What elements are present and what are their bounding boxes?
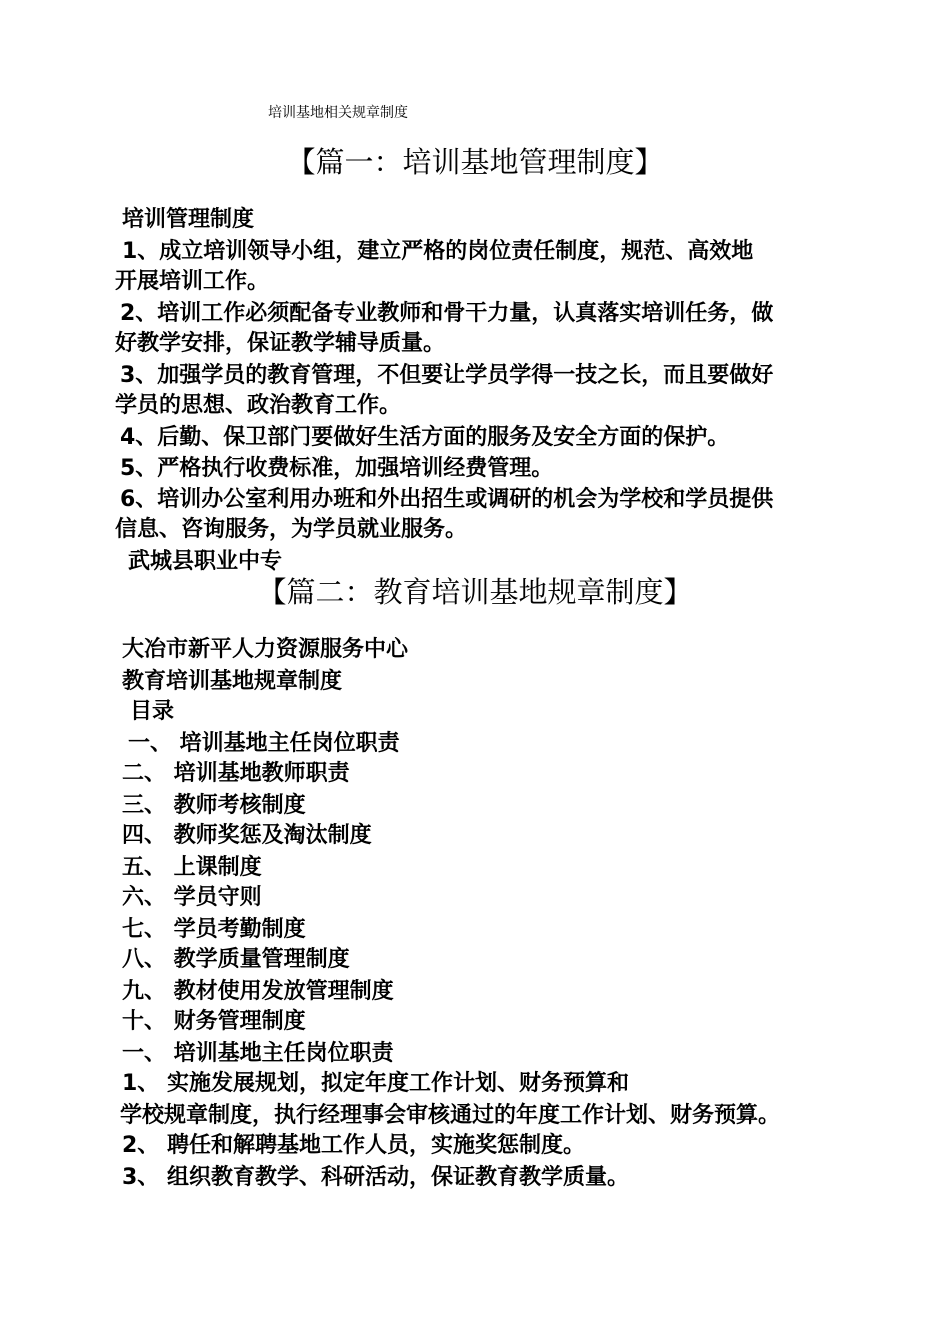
section1-item: 信息、咨询服务，为学员就业服务。 xyxy=(115,517,468,542)
section1-item: 3、加强学员的教育管理，不但要让学员学得一技之长，而且要做好 xyxy=(120,363,774,388)
section2-org: 大冶市新平人力资源服务中心 xyxy=(122,637,409,662)
toc-item: 六、 学员守则 xyxy=(122,885,262,910)
toc-item: 十、 财务管理制度 xyxy=(122,1009,306,1034)
section1-item: 好教学安排，保证教学辅导质量。 xyxy=(115,331,446,356)
toc-label: 目录 xyxy=(130,699,175,724)
section1-item: 学员的思想、政治教育工作。 xyxy=(115,393,402,418)
section1-signature: 武城县职业中专 xyxy=(128,549,283,574)
chapter1-item: 学校规章制度，执行经理事会审核通过的年度工作计划、财务预算。 xyxy=(120,1103,781,1128)
toc-item: 五、 上课制度 xyxy=(122,855,262,880)
toc-item: 三、 教师考核制度 xyxy=(122,793,306,818)
section2-doc-title: 教育培训基地规章制度 xyxy=(122,669,343,694)
chapter1-item: 2、 聘任和解聘基地工作人员，实施奖惩制度。 xyxy=(122,1133,585,1158)
section1-item: 6、培训办公室利用办班和外出招生或调研的机会为学校和学员提供 xyxy=(120,487,774,512)
toc-item: 八、 教学质量管理制度 xyxy=(122,947,350,972)
toc-item: 四、 教师奖惩及淘汰制度 xyxy=(122,823,372,848)
section1-item: 4、后勤、保卫部门要做好生活方面的服务及安全方面的保护。 xyxy=(120,425,730,450)
section1-item: 1、成立培训领导小组，建立严格的岗位责任制度，规范、高效地 xyxy=(122,239,754,264)
section1-item: 5、严格执行收费标准，加强培训经费管理。 xyxy=(120,456,554,481)
toc-item: 一、 培训基地主任岗位职责 xyxy=(128,731,400,756)
page-header: 培训基地相关规章制度 xyxy=(268,105,408,121)
section1-item: 开展培训工作。 xyxy=(115,269,270,294)
toc-item: 九、 教材使用发放管理制度 xyxy=(122,979,394,1004)
chapter1-item: 3、 组织教育教学、科研活动，保证教育教学质量。 xyxy=(122,1165,629,1190)
toc-item: 二、 培训基地教师职责 xyxy=(122,761,350,786)
chapter1-item: 1、 实施发展规划，拟定年度工作计划、财务预算和 xyxy=(122,1071,629,1096)
section2-title: 【篇二：教育培训基地规章制度】 xyxy=(257,575,693,609)
section1-subtitle: 培训管理制度 xyxy=(122,207,255,232)
toc-item: 七、 学员考勤制度 xyxy=(122,917,306,942)
section1-title: 【篇一：培训基地管理制度】 xyxy=(286,145,664,179)
section1-item: 2、培训工作必须配备专业教师和骨干力量，认真落实培训任务，做 xyxy=(120,301,774,326)
chapter1-heading: 一、 培训基地主任岗位职责 xyxy=(122,1041,394,1066)
